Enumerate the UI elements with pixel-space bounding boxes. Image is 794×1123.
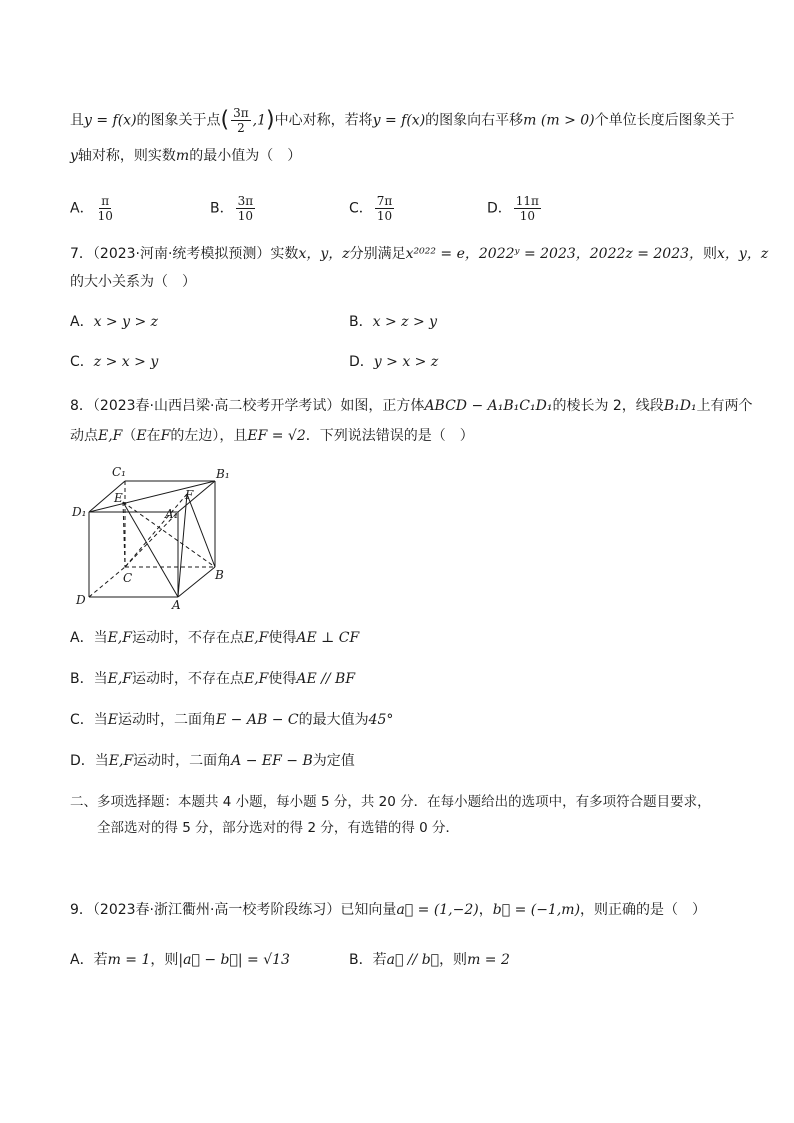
denominator: 10 — [519, 209, 535, 223]
q6-option-a[interactable] — [70, 194, 117, 223]
text: 为定值 — [312, 753, 355, 769]
math-vars: x，y，z — [717, 246, 769, 262]
q6-option-b[interactable] — [210, 194, 257, 223]
math: AE // BF — [296, 671, 356, 687]
option-label: B． — [349, 314, 373, 330]
point-fraction — [231, 106, 251, 135]
option-label: A． — [70, 200, 94, 217]
option-label: D． — [487, 200, 512, 217]
math: E,F — [107, 630, 132, 646]
text: 中心对称，若将 — [274, 112, 373, 129]
option-text: y > x > z — [373, 354, 439, 370]
section2-line2 — [97, 818, 459, 838]
label-b: B — [215, 568, 224, 582]
q7-option-b[interactable] — [349, 312, 437, 332]
text: 运动时，二面角 — [133, 753, 232, 769]
option-label: C． — [349, 200, 373, 217]
option-label: C． — [70, 354, 94, 370]
q7-option-a[interactable] — [70, 312, 158, 332]
q7-line2 — [70, 272, 196, 292]
math-fx: y = f(x) — [372, 112, 426, 129]
option-label: A．若 — [70, 952, 108, 968]
q7-option-d[interactable] — [349, 352, 438, 372]
math: E,F — [107, 671, 132, 687]
q8-option-b[interactable] — [70, 669, 355, 689]
option-label: A． — [70, 314, 94, 330]
numerator: π — [101, 194, 110, 208]
option-text: x > y > z — [93, 314, 159, 330]
text: 运动时，不存在点 — [131, 630, 244, 646]
option-label: B． — [210, 200, 234, 217]
paren-right: ) — [266, 107, 275, 133]
q8-line1 — [70, 396, 753, 416]
q6-option-d[interactable] — [487, 194, 543, 223]
label-b1: B₁ — [216, 467, 230, 481]
q7-line1 — [70, 244, 768, 264]
option-text: x > z > y — [372, 314, 438, 330]
numerator: 3π — [237, 194, 254, 208]
math-y: y — [70, 148, 78, 164]
math: m = 1 — [107, 952, 151, 968]
text: 的大小关系为（ ） — [70, 274, 196, 290]
text: 的图象关于点 — [136, 112, 221, 129]
math-vector-a: a⃗ = (1,−2) — [396, 902, 479, 918]
text: 的最大值为 — [298, 712, 369, 728]
numerator: 7π — [376, 194, 393, 208]
math-fx: y = f(x) — [84, 112, 137, 129]
denominator: 10 — [376, 209, 393, 223]
text: 上有两个 — [696, 398, 753, 414]
section-text: 全部选对的得 5 分，部分选对的得 2 分，有选错的得 0 分． — [97, 820, 460, 836]
math-m: m (m > 0) — [523, 112, 595, 129]
math: E,F — [108, 753, 134, 769]
text: ．下列说法错误的是（ ） — [305, 428, 474, 444]
math-e: E — [136, 428, 147, 444]
text: 使得 — [268, 671, 297, 687]
q8-line2 — [70, 426, 474, 446]
text: ， — [478, 902, 493, 918]
numerator: 3π — [233, 106, 249, 120]
text: 动点 — [70, 428, 98, 444]
math: a⃗ // b⃗ — [386, 952, 440, 968]
text: 的棱长为 2，线段 — [552, 398, 664, 414]
math-ef: E,F — [98, 428, 123, 444]
math: 45° — [368, 712, 394, 728]
paren-left: ( — [220, 107, 230, 133]
text: ，则正确的是（ ） — [580, 902, 707, 918]
section2-heading — [70, 792, 711, 812]
seg-af — [178, 494, 187, 597]
label-a: A — [172, 598, 181, 612]
math-cond: EF = √2 — [247, 428, 306, 444]
option-text: z > x > y — [93, 354, 159, 370]
math: m = 2 — [467, 952, 510, 968]
text: 的图象向右平移 — [425, 112, 524, 129]
label-c1: C₁ — [112, 465, 126, 479]
math-vector-b: b⃗ = (−1,m) — [492, 902, 581, 918]
text: 个单位长度后图象关于 — [594, 112, 735, 129]
q6-line2 — [70, 146, 301, 166]
math-eq: 2022ʸ = 2023， — [478, 246, 590, 262]
q8-option-c[interactable] — [70, 710, 393, 730]
text: 且 — [70, 112, 84, 129]
edge-ab — [178, 567, 215, 597]
option-fraction — [96, 194, 115, 223]
text: 运动时，二面角 — [118, 712, 217, 728]
math: E,F — [243, 630, 269, 646]
option-fraction — [514, 194, 541, 223]
q9-option-b[interactable] — [349, 950, 510, 970]
cube-figure — [70, 464, 240, 614]
text: ，则 — [150, 952, 179, 968]
math-m: m — [175, 148, 190, 164]
denominator: 2 — [237, 121, 245, 135]
q6-option-c[interactable] — [349, 194, 396, 223]
q6-line1 — [70, 106, 735, 135]
option-label: A．当 — [70, 630, 108, 646]
text: 则 — [703, 246, 718, 262]
math-eq: x²⁰²² = e， — [405, 246, 479, 262]
math-eq: 2022z = 2023， — [589, 246, 704, 262]
text: 的最小值为（ ） — [189, 148, 302, 164]
q9-option-a[interactable] — [70, 950, 290, 970]
label-a1: A₁ — [165, 507, 179, 521]
q8-option-a[interactable] — [70, 628, 359, 648]
denominator: 10 — [97, 209, 113, 223]
math-vars: x，y，z — [298, 246, 350, 262]
math: |a⃗ − b⃗| = √13 — [178, 952, 290, 968]
label-d1: D₁ — [72, 505, 87, 519]
math-seg: B₁D₁ — [663, 398, 697, 414]
option-label: B．当 — [70, 671, 108, 687]
text: ，则 — [439, 952, 468, 968]
option-fraction — [236, 194, 256, 223]
q9-line1 — [70, 900, 706, 920]
text: 8．（2023春·山西吕梁·高二校考开学考试）如图，正方体 — [70, 398, 425, 414]
text: 运动时，不存在点 — [132, 671, 244, 687]
option-label: B．若 — [349, 952, 387, 968]
q7-option-c[interactable] — [70, 352, 158, 372]
text: 使得 — [268, 630, 297, 646]
edge-dc-hidden — [89, 567, 125, 597]
math-f: F — [160, 428, 171, 444]
option-label: D．当 — [70, 753, 109, 769]
option-label: C．当 — [70, 712, 108, 728]
label-d: D — [76, 593, 86, 607]
label-c: C — [123, 571, 133, 585]
text: （ — [122, 428, 137, 444]
text: 的左边），且 — [170, 428, 248, 444]
numerator: 11π — [515, 194, 539, 208]
math: E — [107, 712, 119, 728]
denominator: 10 — [237, 209, 254, 223]
math: A − EF − B — [231, 753, 313, 769]
label-f: F — [185, 488, 194, 502]
math: AE ⊥ CF — [296, 630, 360, 646]
text: 9．（2023春·浙江衢州·高一校考阶段练习）已知向量 — [70, 902, 397, 918]
label-e: E — [114, 491, 123, 505]
text: 在 — [146, 428, 161, 444]
text: 分别满足 — [349, 246, 406, 262]
option-fraction — [375, 194, 395, 223]
text: 7．（2023·河南·统考模拟预测）实数 — [70, 246, 299, 262]
point-rest: ,1 — [252, 112, 267, 129]
section-text: 二、多项选择题：本题共 4 小题，每小题 5 分，共 20 分．在每小题给出的选项中，有多项符合题目要求， — [70, 794, 711, 810]
q8-option-d[interactable] — [70, 751, 355, 771]
option-label: D． — [349, 354, 374, 370]
math: E − AB − C — [216, 712, 299, 728]
math-cube: ABCD − A₁B₁C₁D₁ — [424, 398, 553, 414]
text: 轴对称，则实数 — [77, 148, 176, 164]
seg-bf — [187, 494, 215, 567]
math: E,F — [244, 671, 269, 687]
